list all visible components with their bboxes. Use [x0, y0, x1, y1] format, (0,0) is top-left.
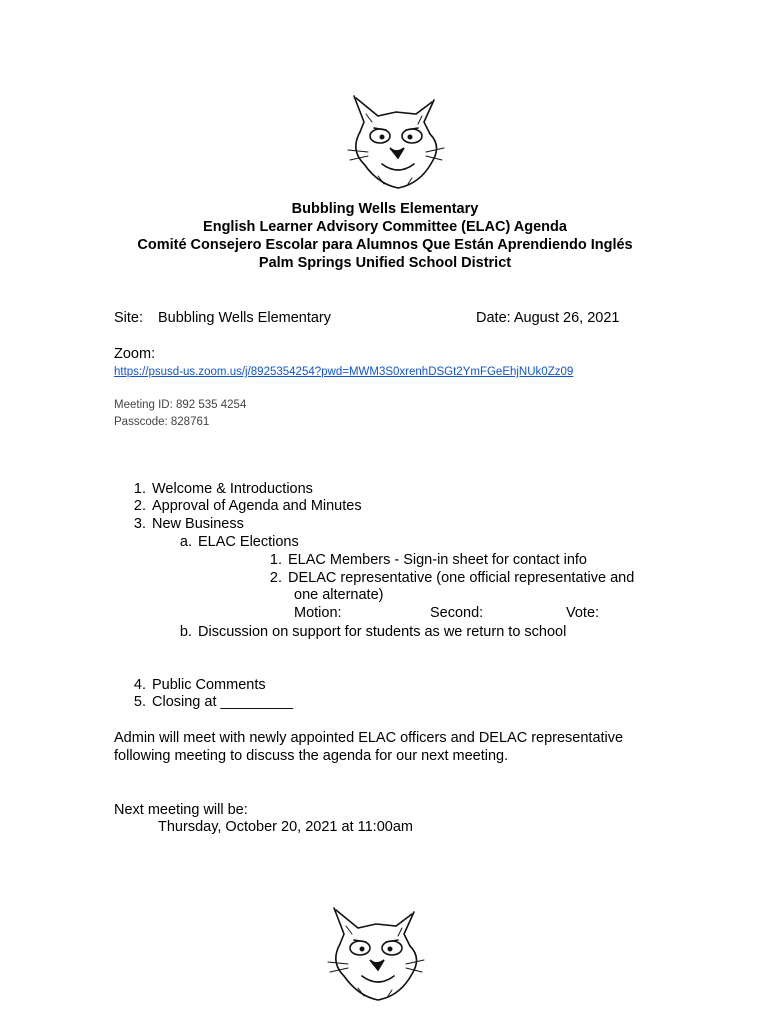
item-number: 4.	[133, 677, 146, 693]
list-item	[262, 569, 634, 587]
next-meeting-label: Next meeting will be:	[114, 802, 248, 818]
site-label: Site:	[114, 310, 144, 326]
district-name: Palm Springs Unified School District	[258, 255, 512, 271]
list-item	[126, 515, 244, 533]
admin-note-line-1: Admin will meet with newly appointed ELAC officers and DELAC representative	[114, 730, 624, 746]
item-text: Public Comments	[152, 677, 266, 693]
item-number: 2.	[133, 498, 146, 514]
list-item	[126, 497, 362, 515]
zoom-link[interactable]: https://psusd-us.zoom.us/j/8925354254?pwd=MWM3S0xrenhDSGt2YmFGeEhjNUk0Zz09	[114, 366, 574, 378]
list-item	[172, 623, 566, 641]
document-header	[60, 200, 710, 272]
item-text: Welcome & Introductions	[152, 481, 313, 497]
item-text: ELAC Members - Sign-in sheet for contact info	[288, 552, 587, 568]
item-text: Approval of Agenda and Minutes	[152, 498, 362, 514]
committee-title: English Learner Advisory Committee (ELAC) Agenda	[203, 219, 567, 235]
school-name: Bubbling Wells Elementary	[291, 201, 479, 217]
list-item	[126, 693, 293, 711]
wildcat-mascot-icon	[318, 904, 434, 1004]
admin-note-line-2: following meeting to discuss the agenda for our next meeting.	[114, 748, 509, 764]
item-number: 5.	[133, 694, 146, 710]
second-label: Second:	[430, 605, 484, 621]
item-number: 3.	[133, 516, 146, 532]
list-item	[126, 480, 313, 498]
vote-label: Vote:	[566, 605, 600, 621]
list-item	[262, 551, 587, 569]
item-number: 2.	[269, 570, 282, 586]
item-number: b.	[179, 624, 192, 640]
item-text: DELAC representative (one official representative and	[288, 570, 635, 586]
item-text: New Business	[152, 516, 244, 532]
item-number: a.	[179, 534, 192, 550]
committee-title-spanish: Comité Consejero Escolar para Alumnos Que Están Aprendiendo Inglés	[137, 237, 633, 253]
list-item	[126, 676, 266, 694]
passcode: Passcode: 828761	[114, 416, 210, 428]
wildcat-mascot-icon	[338, 92, 454, 192]
motion-label: Motion:	[294, 605, 342, 621]
item-text: ELAC Elections	[198, 534, 299, 550]
meeting-id: Meeting ID: 892 535 4254	[114, 399, 247, 411]
item-number: 1.	[133, 481, 146, 497]
item-text: Closing at _________	[152, 694, 294, 710]
item-text-continued: one alternate)	[294, 587, 384, 603]
zoom-label: Zoom:	[114, 346, 156, 362]
item-text: Discussion on support for students as we return to school	[198, 624, 567, 640]
meeting-date: Date: August 26, 2021	[476, 310, 620, 326]
site-value: Bubbling Wells Elementary	[158, 310, 332, 326]
next-meeting-date: Thursday, October 20, 2021 at 11:00am	[158, 819, 413, 835]
list-item	[172, 533, 299, 551]
item-number: 1.	[269, 552, 282, 568]
